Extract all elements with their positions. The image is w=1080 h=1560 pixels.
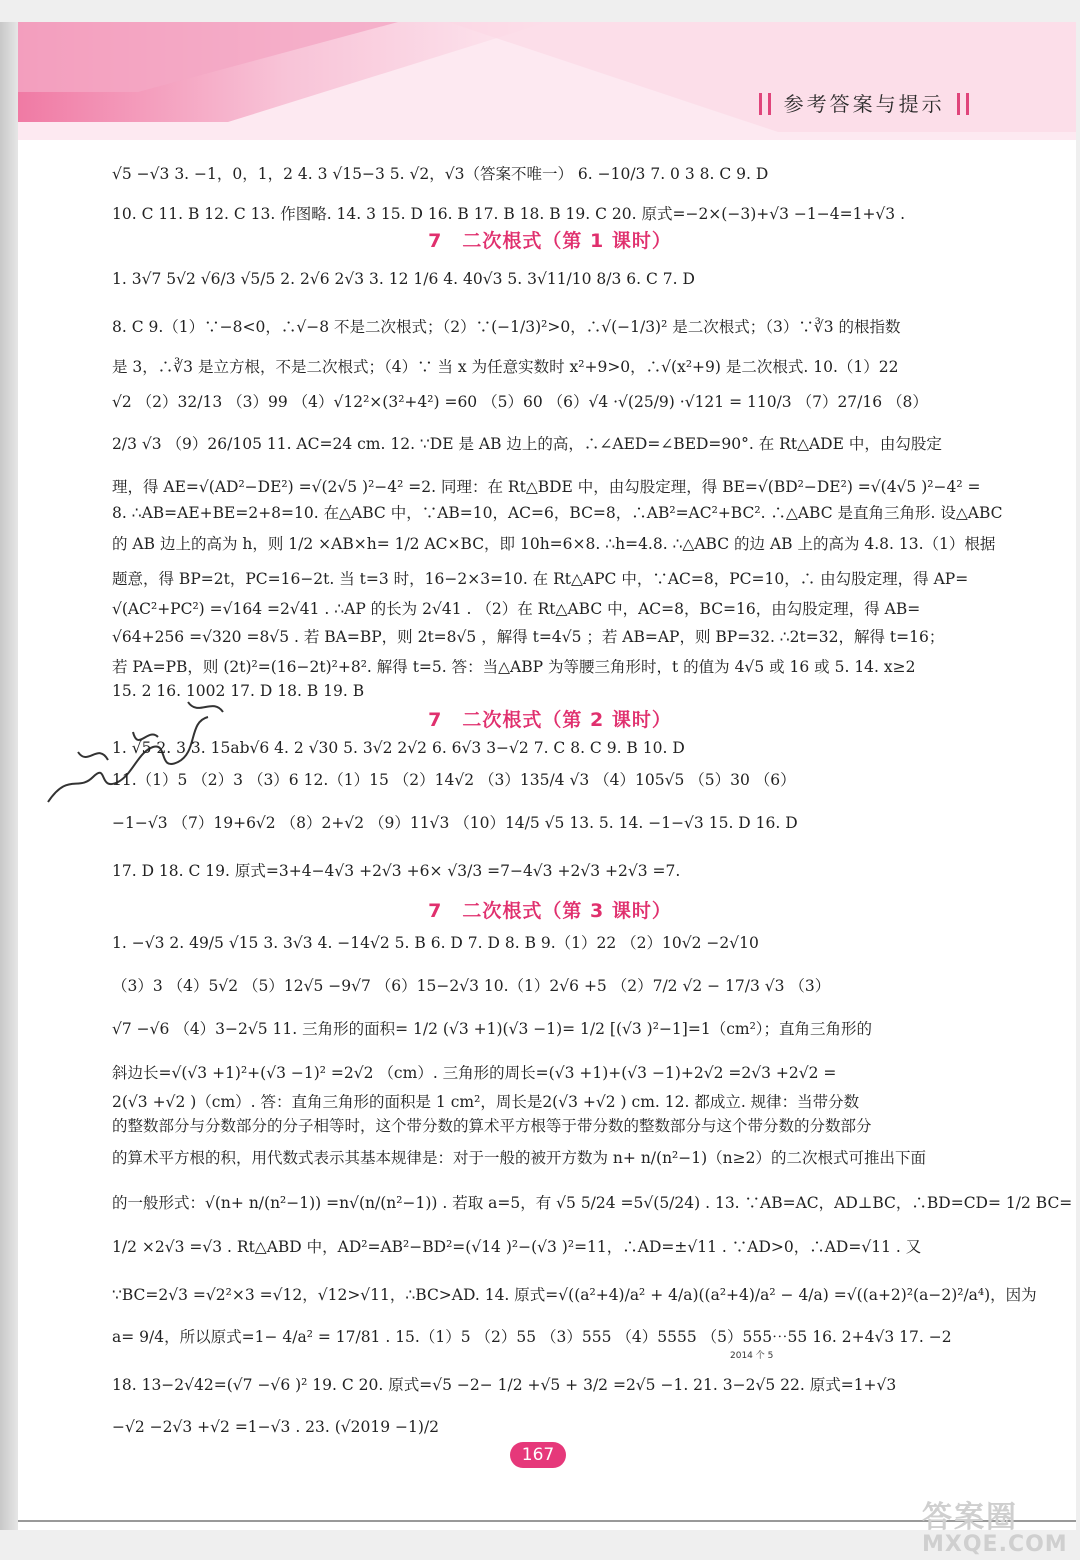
answer-line: 的算术平方根的积，用代数式表示其基本规律是：对于一般的被开方数为 n+ n/(n²−1)（n≥2）的二次根式可推出下面 (112, 1149, 927, 1167)
section-title: 7 二次根式（第 1 课时） (428, 230, 672, 252)
answer-line: √64+256 =√320 =8√5 . 若 BA=BP，则 2t=8√5 ，解得 t=4√5 ；若 AB=AP，则 BP=32. ∴2t=32，解得 t=16； (112, 628, 945, 646)
answer-line: a= 9/4，所以原式=1− 4/a² = 17/81 . 15.（1）5 （2）55 （3）555 （4）5555 （5）555⋯55 16. 2+4√3 17. −2 (112, 1328, 952, 1346)
answer-line: 1/2 ×2√3 =√3 . Rt△ABD 中，AD²=AB²−BD²=(√14 )²−(√3 )²=11，∴AD=±√11 . ∵AD>0，∴AD=√11 . 又 (112, 1238, 922, 1256)
answer-line: 题意，得 BP=2t，PC=16−2t. 当 t=3 时，16−2×3=10. 在 Rt△APC 中，∵AC=8，PC=10，∴ 由勾股定理，得 AP= (112, 570, 969, 588)
answer-line: 理，得 AE=√(AD²−DE²) =√(2√5 )²−4² =2. 同理：在 Rt△BDE 中，由勾股定理，得 BE=√(BD²−DE²) =√(4√5 )²−4² = (112, 478, 981, 496)
answer-line: 的整数部分与分数部分的分子相等时，这个带分数的算术平方根等于带分数的整数部分与这个带分数的分数部分 (112, 1117, 872, 1135)
answer-line: 的一般形式：√(n+ n/(n²−1)) =n√(n/(n²−1)) . 若取 a=5，有 √5 5/24 =5√(5/24) . 13. ∵AB=AC，AD⊥BC，∴BD=CD= 1/2 BC= (112, 1194, 1073, 1212)
answer-line: 2/3 √3 （9）26/105 11. AC=24 cm. 12. ∵DE 是 AB 边上的高，∴∠AED=∠BED=90°. 在 Rt△ADE 中，由勾股定 (112, 435, 942, 453)
header-banner (18, 22, 1076, 140)
watermark-url: MXQE.COM (922, 1532, 1068, 1557)
answer-line: −√2 −2√3 +√2 =1−√3 . 23. (√2019 −1)/2 (112, 1418, 440, 1436)
answer-line: −1−√3 （7）19+6√2 （8）2+√2 （9）11√3 （10）14/5 √5 13. 5. 14. −1−√3 15. D 16. D (112, 814, 798, 832)
answer-line: 1. −√3 2. 49/5 √15 3. 3√3 4. −14√2 5. B 6. D 7. D 8. B 9.（1）22 （2）10√2 −2√10 (112, 934, 759, 952)
answer-line: 是 3，∴∛3 是立方根，不是二次根式；（4）∵ 当 x 为任意实数时 x²+9>0，∴√(x²+9) 是二次根式. 10.（1）22 (112, 358, 899, 376)
section-title: 7 二次根式（第 2 课时） (428, 709, 672, 731)
answer-line: √7 −√6 （4）3−2√5 11. 三角形的面积= 1/2 (√3 +1)(√3 −1)= 1/2 [(√3 )²−1]=1（cm²）；直角三角形的 (112, 1020, 873, 1038)
answer-line: ∵BC=2√3 =√2²×3 =√12，√12>√11，∴BC>AD. 14. 原式=√((a²+4)/a² + 4/a)((a²+4)/a² − 4/a) =√((a+2)²(a−2)²/a⁴)，因为 (112, 1286, 1037, 1304)
answer-line: 10. C 11. B 12. C 13. 作图略. 14. 3 15. D 16. B 17. B 18. B 19. C 20. 原式=−2×(−3)+√3 −1−4=1+√3 . (112, 205, 906, 223)
watermark (922, 1492, 1068, 1557)
underbrace-note: 2014 个 5 (730, 1351, 774, 1361)
answer-line: （3）3 （4）5√2 （5）12√5 −9√7 （6）15−2√3 10.（1）2√6 +5 （2）7/2 √2 − 17/3 √3 （3） (112, 977, 831, 995)
answer-line: √2 （2）32/13 （3）99 （4）√12²×(3²+4²) =60 （5）60 （6）√4 ·√(25/9) ·√121 = 110/3 （7）27/16 （8） (112, 393, 928, 411)
answer-line: 18. 13−2√42=(√7 −√6 )² 19. C 20. 原式=√5 −2− 1/2 +√5 + 3/2 =2√5 −1. 21. 3−2√5 22. 原式=1+√3 (112, 1376, 897, 1394)
answer-line: √(AC²+PC²) =√164 =2√41 . ∴AP 的长为 2√41 . （2）在 Rt△ABC 中，AC=8，BC=16，由勾股定理，得 AB= (112, 600, 921, 618)
answer-line: 8. ∴AB=AE+BE=2+8=10. 在△ABC 中，∵AB=10，AC=6，BC=8，∴AB²=AC²+BC². ∴△ABC 是直角三角形. 设△ABC (112, 504, 1003, 522)
answer-line: 斜边长=√(√3 +1)²+(√3 −1)² =2√2 （cm）. 三角形的周长=(√3 +1)+(√3 −1)+2√2 =2√3 +2√2 = (112, 1064, 837, 1082)
section-title: 7 二次根式（第 3 课时） (428, 900, 672, 922)
watermark-logo: 答案圈 (922, 1500, 1018, 1535)
answer-line: 15. 2 16. 1002 17. D 18. B 19. B (112, 682, 365, 700)
footer-divider (18, 1520, 1076, 1522)
answer-line: 11.（1）5 （2）3 （3）6 12.（1）15 （2）14√2 （3）135/4 √3 （4）105√5 （5）30 （6） (112, 771, 796, 789)
answer-line: 若 PA=PB，则 (2t)²=(16−2t)²+8². 解得 t=5. 答：当△ABP 为等腰三角形时，t 的值为 4√5 或 16 或 5. 14. x≥2 (112, 658, 916, 676)
answer-line: 8. C 9.（1）∵−8<0，∴√−8 不是二次根式；（2）∵(−1/3)²>0，∴√(−1/3)² 是二次根式；（3）∵∛3 的根指数 (112, 318, 901, 336)
page (18, 22, 1076, 1557)
answer-line: 1. √5 2. 3 3. 15ab√6 4. 2 √30 5. 3√2 2√2 6. 6√3 3−√2 7. C 8. C 9. B 10. D (112, 739, 685, 757)
answer-line: √5 −√3 3. −1，0，1，2 4. 3 √15−3 5. √2，√3（答案不唯一） 6. −10/3 7. 0 3 8. C 9. D (112, 165, 769, 183)
answer-line: 的 AB 边上的高为 h，则 1/2 ×AB×h= 1/2 AC×BC，即 10h=6×8. ∴h=4.8. ∴△ABC 的边 AB 上的高为 4.8. 13.（1）根据 (112, 535, 996, 553)
answer-line: 17. D 18. C 19. 原式=3+4−4√3 +2√3 +6× √3/3 =7−4√3 +2√3 +2√3 =7. (112, 862, 681, 880)
book-spine (0, 22, 18, 1530)
answer-line: 2(√3 +√2 )（cm）. 答：直角三角形的面积是 1 cm²，周长是2(√3 +√2 ) cm. 12. 都成立. 规律：当带分数 (112, 1093, 860, 1111)
page-number: 167 (510, 1442, 566, 1468)
answer-line: 1. 3√7 5√2 √6/3 √5/5 2. 2√6 2√3 3. 12 1/6 4. 40√3 5. 3√11/10 8/3 6. C 7. D (112, 270, 695, 288)
header-title: 参考答案与提示 (756, 88, 972, 117)
